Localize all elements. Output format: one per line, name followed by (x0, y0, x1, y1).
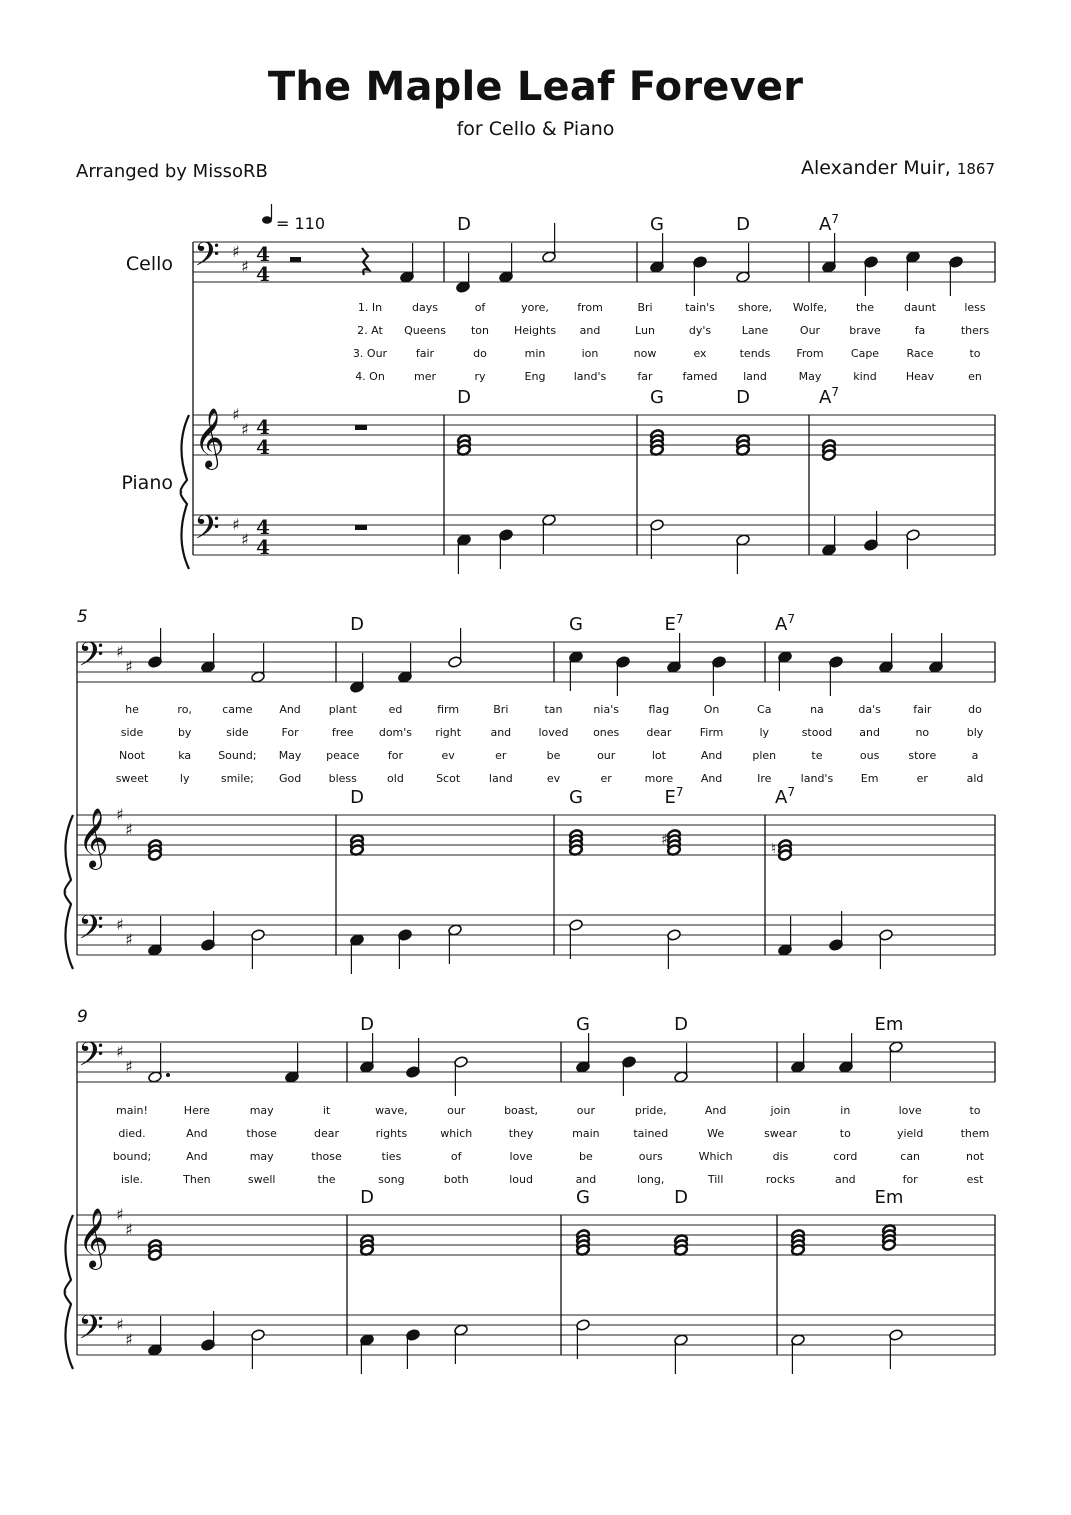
lyric-syllable: flag (648, 703, 670, 716)
lyric-syllable: est (966, 1173, 984, 1186)
bass-clef-icon: 𝄢 (78, 636, 104, 682)
dot-icon (166, 1073, 170, 1077)
lyric-syllable: dear (646, 726, 672, 739)
time-signature-top: 4 (256, 242, 270, 266)
lyric-syllable: loved (538, 726, 569, 739)
lyric-syllable: our (597, 749, 616, 762)
lyric-syllable: Noot (118, 749, 146, 762)
lyric-syllable: of (474, 301, 486, 314)
lyric-syllable: land's (800, 772, 834, 785)
lyric-syllable: Heights (513, 324, 557, 337)
tempo-marking: = 110 (276, 214, 326, 233)
lyric-syllable: ev (546, 772, 561, 785)
lyric-syllable: be (579, 1150, 593, 1163)
cello-staff (77, 642, 995, 682)
lyric-syllable: free (331, 726, 354, 739)
lyric-syllable: ka (178, 749, 192, 762)
treble-clef-icon: 𝄞 (78, 1208, 109, 1268)
lyric-syllable: 1. In (357, 301, 383, 314)
piano-treble-staff (77, 1215, 995, 1255)
lyric-syllable: er (495, 749, 507, 762)
lyric-syllable: to (969, 347, 981, 360)
bass-clef-icon: 𝄢 (78, 909, 104, 955)
lyric-syllable: and (490, 726, 512, 739)
lyric-syllable: those (311, 1150, 342, 1163)
sharp-icon: ♯ (232, 405, 240, 424)
lyric-syllable: bound; (112, 1150, 152, 1163)
piano-brace-icon (181, 415, 189, 569)
lyric-syllable: for (387, 749, 403, 762)
lyric-syllable: main (572, 1127, 600, 1140)
chord-symbol: $A^7$ (819, 212, 839, 235)
lyric-syllable: ties (381, 1150, 402, 1163)
lyric-syllable: And (186, 1150, 208, 1163)
lyric-syllable: them (960, 1127, 990, 1140)
chord-superscript: 7 (787, 785, 795, 799)
lyric-syllable: ald (966, 772, 984, 785)
lyric-syllable: er (916, 772, 928, 785)
sharp-icon: ♯ (232, 515, 240, 534)
lyric-syllable: dy's (688, 324, 712, 337)
lyric-syllable: May (798, 370, 822, 383)
lyric-syllable: came (222, 703, 253, 716)
lyric-syllable: na (810, 703, 824, 716)
lyric-syllable: loud (509, 1173, 533, 1186)
lyric-syllable: from (577, 301, 603, 314)
page-title: The Maple Leaf Forever (267, 64, 804, 110)
sharp-icon: ♯ (241, 257, 249, 276)
lyric-syllable: ed (388, 703, 403, 716)
lyric-syllable: er (600, 772, 612, 785)
lyric-syllable: love (898, 1104, 922, 1117)
piano-brace-icon (65, 815, 73, 969)
measure-number: 5 (77, 607, 88, 627)
sharp-icon: ♯ (125, 1057, 133, 1076)
lyric-syllable: Queens (404, 324, 446, 337)
lyric-syllable: da's (858, 703, 881, 716)
lyric-syllable: Sound; (218, 749, 257, 762)
lyric-syllable: Cape (850, 347, 880, 360)
lyric-syllable: can (900, 1150, 921, 1163)
chord-superscript: 7 (787, 612, 795, 626)
lyric-syllable: 3. Our (352, 347, 388, 360)
bass-clef-icon: 𝄢 (194, 236, 220, 282)
time-signature-bottom: 4 (256, 262, 270, 286)
lyric-syllable: may (249, 1150, 274, 1163)
sharp-icon: ♯ (116, 805, 124, 824)
lyric-syllable: nia's (593, 703, 619, 716)
chord-symbol: D (350, 614, 364, 635)
chord-superscript: 7 (831, 212, 839, 226)
lyric-syllable: long, (637, 1173, 665, 1186)
lyric-syllable: lot (651, 749, 666, 762)
chord-symbol: $E^7$ (664, 785, 684, 808)
lyric-syllable: Eng (524, 370, 546, 383)
lyric-syllable: fair (415, 347, 435, 360)
lyric-syllable: and (579, 324, 601, 337)
lyric-syllable: Firm (699, 726, 724, 739)
lyric-syllable: they (508, 1127, 534, 1140)
chord-symbol: $E^7$ (664, 612, 684, 635)
piano-brace-icon (65, 1215, 73, 1369)
lyric-syllable: Till (707, 1173, 724, 1186)
lyric-syllable: te (811, 749, 823, 762)
lyric-syllable: be (546, 749, 561, 762)
lyric-syllable: the (855, 301, 875, 314)
chord-superscript: 7 (675, 785, 684, 799)
lyric-syllable: and (834, 1173, 856, 1186)
half-rest-icon (290, 257, 301, 262)
lyric-syllable: ro, (177, 703, 192, 716)
lyric-syllable: isle. (120, 1173, 144, 1186)
lyric-syllable: bless (328, 772, 357, 785)
lyric-syllable: rights (375, 1127, 408, 1140)
lyric-syllable: land (488, 772, 513, 785)
lyric-syllable: tan (544, 703, 563, 716)
subtitle: for Cello & Piano (456, 118, 615, 140)
lyric-syllable: kind (853, 370, 877, 383)
piano-label: Piano (121, 472, 173, 494)
lyric-syllable: song (378, 1173, 405, 1186)
lyric-syllable: swell (247, 1173, 276, 1186)
lyric-syllable: famed (682, 370, 718, 383)
lyric-syllable: From (796, 347, 824, 360)
sharp-icon: ♯ (116, 1205, 124, 1224)
lyric-syllable: both (443, 1173, 469, 1186)
lyric-syllable: more (644, 772, 674, 785)
lyric-syllable: to (839, 1127, 851, 1140)
tempo-note-icon (262, 216, 272, 224)
lyric-syllable: those (246, 1127, 277, 1140)
sharp-icon: ♯ (241, 530, 249, 549)
lyric-syllable: plant (328, 703, 357, 716)
sharp-icon: ♯ (116, 1315, 124, 1334)
chord-symbol: D (674, 1014, 688, 1035)
lyric-syllable: fair (913, 703, 932, 716)
lyric-syllable: smile; (220, 772, 254, 785)
chord-symbol: D (457, 387, 471, 408)
sharp-icon: ♯ (116, 915, 124, 934)
lyric-syllable: mer (413, 370, 437, 383)
lyric-syllable: tain's (685, 301, 715, 314)
lyric-syllable: Em (860, 772, 879, 785)
lyric-syllable: dis (772, 1150, 789, 1163)
lyric-syllable: swear (764, 1127, 797, 1140)
chord-symbol: G (569, 614, 583, 635)
lyric-syllable: join (770, 1104, 791, 1117)
sharp-icon: ♯ (661, 832, 668, 848)
composer-year: 1867 (956, 160, 995, 178)
lyric-syllable: do (968, 703, 982, 716)
sharp-icon: ♯ (241, 420, 249, 439)
piano-treble-staff (77, 815, 995, 855)
lyric-syllable: firm (437, 703, 460, 716)
lyric-syllable: For (281, 726, 299, 739)
lyric-syllable: yield (896, 1127, 924, 1140)
lyric-syllable: the (317, 1173, 336, 1186)
lyric-syllable: ours (638, 1150, 663, 1163)
lyric-syllable: And (700, 772, 723, 785)
sharp-icon: ♯ (125, 657, 133, 676)
chord-symbol: $A^7$ (775, 612, 795, 635)
lyric-syllable: he (125, 703, 139, 716)
whole-rest-icon (355, 525, 367, 530)
cello-label: Cello (125, 253, 173, 275)
lyric-syllable: ly (179, 772, 190, 785)
lyric-syllable: it (322, 1104, 331, 1117)
lyric-syllable: And (700, 749, 723, 762)
chord-symbol: D (674, 1187, 688, 1208)
lyric-syllable: our (447, 1104, 466, 1117)
composer-name: Alexander Muir, (801, 157, 951, 179)
chord-symbol: D (736, 387, 750, 408)
lyric-syllable: en (968, 370, 982, 383)
lyric-syllable: 4. On (355, 370, 385, 383)
sharp-icon: ♯ (125, 1220, 133, 1239)
chord-symbol: D (350, 787, 364, 808)
lyric-syllable: Lun (635, 324, 655, 337)
lyric-syllable: of (450, 1150, 462, 1163)
lyric-syllable: dom's (378, 726, 413, 739)
lyric-syllable: tends (739, 347, 771, 360)
lyric-syllable: for (902, 1173, 918, 1186)
chord-superscript: 7 (831, 385, 839, 399)
lyric-syllable: Here (183, 1104, 210, 1117)
lyric-syllable: old (387, 772, 404, 785)
sharp-icon: ♯ (125, 820, 133, 839)
lyric-syllable: brave (849, 324, 881, 337)
treble-clef-icon: 𝄞 (194, 408, 225, 468)
lyric-syllable: land's (573, 370, 607, 383)
natural-icon: ♮ (771, 841, 777, 857)
lyric-syllable: may (249, 1104, 274, 1117)
piano-bass-staff (193, 515, 995, 555)
lyric-syllable: side (226, 726, 249, 739)
lyric-syllable: Scot (436, 772, 461, 785)
lyric-syllable: Race (906, 347, 934, 360)
lyric-syllable: ly (759, 726, 770, 739)
lyric-syllable: Ca (757, 703, 772, 716)
lyric-syllable: Which (698, 1150, 733, 1163)
time-signature-top: 4 (256, 515, 270, 539)
measure-number: 9 (77, 1007, 88, 1027)
lyric-syllable: Our (799, 324, 821, 337)
piano-treble-staff (193, 415, 995, 455)
piano-bass-staff (77, 915, 995, 955)
lyric-syllable: plen (752, 749, 777, 762)
lyric-syllable: rocks (765, 1173, 796, 1186)
lyric-syllable: ones (593, 726, 620, 739)
whole-rest-icon (355, 425, 367, 430)
treble-clef-icon: 𝄞 (78, 808, 109, 868)
lyric-syllable: sweet (115, 772, 149, 785)
lyric-syllable: in (840, 1104, 851, 1117)
lyric-syllable: by (177, 726, 192, 739)
lyric-syllable: cord (833, 1150, 858, 1163)
lyric-syllable: ous (859, 749, 880, 762)
chord-symbol: D (360, 1187, 374, 1208)
chord-symbol: G (569, 787, 583, 808)
lyric-syllable: And (704, 1104, 727, 1117)
lyric-syllable: ry (474, 370, 486, 383)
lyric-syllable: And (186, 1127, 208, 1140)
chord-symbol: D (736, 214, 750, 235)
chord-symbol: $A^7$ (775, 785, 795, 808)
lyric-syllable: min (524, 347, 546, 360)
lyric-syllable: Wolfe, (792, 301, 828, 314)
lyric-syllable: bly (966, 726, 984, 739)
sharp-icon: ♯ (125, 930, 133, 949)
lyric-syllable: right (435, 726, 462, 739)
lyric-syllable: pride, (634, 1104, 667, 1117)
sharp-icon: ♯ (116, 642, 124, 661)
lyric-syllable: now (633, 347, 657, 360)
lyric-syllable: Bri (493, 703, 509, 716)
lyric-syllable: thers (960, 324, 990, 337)
chord-symbol: Em (874, 1014, 904, 1035)
lyric-syllable: do (473, 347, 487, 360)
time-signature-bottom: 4 (256, 535, 270, 559)
lyric-syllable: On (703, 703, 720, 716)
lyric-syllable: yore, (521, 301, 549, 314)
lyric-syllable: Then (183, 1173, 211, 1186)
cello-staff (77, 1042, 995, 1082)
lyric-syllable: to (969, 1104, 981, 1117)
lyric-syllable: shore, (738, 301, 772, 314)
lyric-syllable: boast, (504, 1104, 539, 1117)
lyric-syllable: no (915, 726, 930, 739)
lyric-syllable: God (278, 772, 302, 785)
chord-symbol: Em (874, 1187, 904, 1208)
lyric-syllable: ton (470, 324, 490, 337)
bass-clef-icon: 𝄢 (78, 1036, 104, 1082)
chord-symbol: G (576, 1187, 590, 1208)
lyric-syllable: Bri (637, 301, 653, 314)
lyric-syllable: dear (314, 1127, 340, 1140)
lyric-syllable: less (964, 301, 986, 314)
time-signature-top: 4 (256, 415, 270, 439)
piano-bass-staff (77, 1315, 995, 1355)
lyric-syllable: wave, (375, 1104, 408, 1117)
lyric-syllable: Ire (757, 772, 772, 785)
lyric-syllable: We (707, 1127, 725, 1140)
chord-symbol: G (576, 1014, 590, 1035)
lyric-syllable: May (278, 749, 302, 762)
lyric-syllable: Lane (741, 324, 769, 337)
lyric-syllable: and (859, 726, 880, 739)
lyric-syllable: ion (581, 347, 599, 360)
lyric-syllable: a (971, 749, 979, 762)
lyric-syllable: 2. At (357, 324, 383, 337)
chord-symbol: $A^7$ (819, 385, 839, 408)
lyric-syllable: days (412, 301, 438, 314)
time-signature-bottom: 4 (256, 435, 270, 459)
lyric-syllable: stood (801, 726, 833, 739)
lyric-syllable: peace (326, 749, 360, 762)
sharp-icon: ♯ (125, 1330, 133, 1349)
sharp-icon: ♯ (116, 1042, 124, 1061)
lyric-syllable: ex (693, 347, 707, 360)
chord-symbol: D (457, 214, 471, 235)
chord-symbol: G (650, 214, 664, 235)
lyric-syllable: ev (441, 749, 455, 762)
lyric-syllable: died. (118, 1127, 146, 1140)
lyric-syllable: far (637, 370, 653, 383)
chord-symbol: G (650, 387, 664, 408)
lyric-syllable: Heav (905, 370, 935, 383)
lyric-syllable: And (279, 703, 301, 716)
bass-clef-icon: 𝄢 (78, 1309, 104, 1355)
lyric-syllable: fa (914, 324, 926, 337)
chord-symbol: D (360, 1014, 374, 1035)
lyric-syllable: daunt (904, 301, 936, 314)
sharp-icon: ♯ (232, 242, 240, 261)
lyric-syllable: and (575, 1173, 597, 1186)
arranger-credit: Arranged by MissoRB (76, 161, 268, 182)
lyric-syllable: land (743, 370, 767, 383)
chord-superscript: 7 (675, 612, 684, 626)
lyric-syllable: main! (116, 1104, 148, 1117)
lyric-syllable: our (576, 1104, 596, 1117)
lyric-syllable: store (908, 749, 937, 762)
lyric-syllable: which (440, 1127, 473, 1140)
bass-clef-icon: 𝄢 (194, 509, 220, 555)
lyric-syllable: tained (633, 1127, 669, 1140)
lyric-syllable: not (965, 1150, 985, 1163)
lyric-syllable: side (120, 726, 144, 739)
lyric-syllable: love (509, 1150, 533, 1163)
